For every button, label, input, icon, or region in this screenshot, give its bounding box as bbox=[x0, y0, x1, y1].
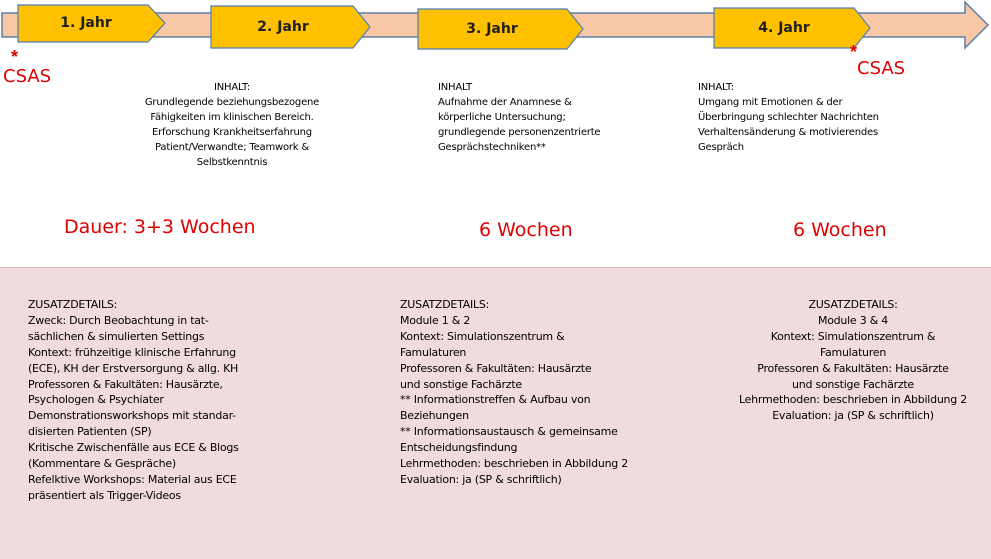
content-year-1: INHALT: Grundlegende beziehungsbezogene Fähigkeiten im klinischen Bereich. Erforschung Krankheitserfahrung Patient/Verwandte; Teamwork & Selbstkenntnis bbox=[144, 82, 320, 168]
duration-year-1: Dauer: 3+3 Wochen bbox=[64, 216, 256, 238]
csas-marker-1-label: CSAS bbox=[3, 66, 52, 87]
year-4-label: 4. Jahr bbox=[758, 20, 810, 36]
year-3-label: 3. Jahr bbox=[466, 21, 518, 37]
content-year-4: INHALT: Umgang mit Emotionen & der Überbringung schlechter Nachrichten Verhaltensänderung & motivierendes Gespräch bbox=[698, 82, 879, 153]
details-year-1: ZUSATZDETAILS: Zweck: Durch Beobachtung in tat- sächlichen & simulierten Settings Kontext: frühzeitige klinische Erfahrung (ECE), KH der Erstversorgung & allg. KH Professoren & Fakultäten: Hausärzte, Psychologen & Psychiater Demonstrationsworkshops mit standar- disierten Patienten (SP) Kritische Zwischenfälle aus ECE & Blogs (Kommentare & Gespräche) Refelktive Workshops: Material aus ECE präsentiert als Trigger-Videos bbox=[28, 298, 239, 502]
year-2-label: 2. Jahr bbox=[257, 19, 309, 35]
year-1-label: 1. Jahr bbox=[60, 15, 112, 31]
duration-year-3: 6 Wochen bbox=[479, 219, 573, 241]
csas-marker-2-star: * bbox=[850, 42, 858, 62]
csas-marker-2-label: CSAS bbox=[857, 58, 906, 79]
csas-marker-1-star: * bbox=[11, 47, 19, 67]
duration-year-4: 6 Wochen bbox=[793, 219, 887, 241]
details-year-4: ZUSATZDETAILS: Module 3 & 4 Kontext: Simulationszentrum & Famulaturen Professoren & Fakultäten: Hausärzte und sonstige Fachärzte Lehrmethoden: beschrieben in Abbildung 2 Evaluation: ja (SP & schriftlich) bbox=[738, 298, 968, 423]
content-year-3: INHALT Aufnahme der Anamnese & körperliche Untersuchung; grundlegende personenzentrierte Gesprächstechniken** bbox=[438, 82, 601, 153]
details-year-3: ZUSATZDETAILS: Module 1 & 2 Kontext: Simulationszentrum & Famulaturen Professoren & Fakultäten: Hausärzte und sonstige Fachärzte ** Informationstreffen & Aufbau von Beziehungen ** Informationsaustausch & gemeinsame Entscheidungsfindung Lehrmethoden: beschrieben in Abbildung 2 Evaluation: ja (SP & schriftlich) bbox=[400, 298, 629, 486]
